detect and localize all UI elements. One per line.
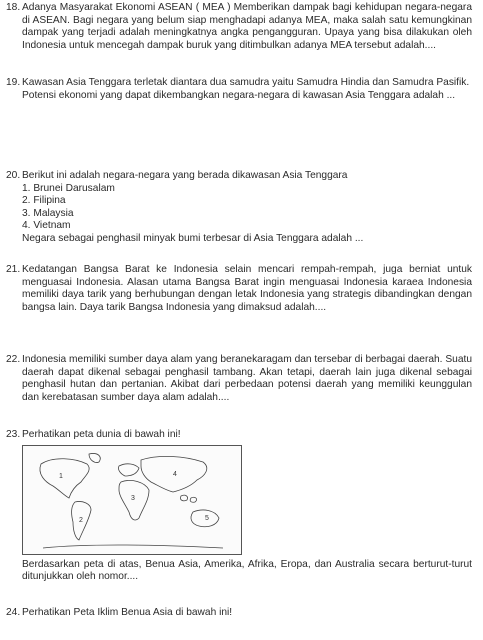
- list-item: 1. Brunei Darusalam: [22, 182, 115, 194]
- continent-outline: [40, 458, 89, 497]
- list-item: 2. Filipina: [22, 195, 66, 207]
- question-18: [6, 2, 472, 52]
- continent-outline: [89, 453, 100, 462]
- map-label: 1: [59, 472, 63, 480]
- question-number: 23.: [6, 429, 21, 440]
- list-item: 4. Vietnam: [22, 220, 71, 232]
- question-text: Indonesia memiliki sumber daya alam yang beranekaragam dan tersebar di berbagai daerah. Suatu daerah dapat dikenal sebagai penghasil tambang. Akan tetapi, daerah lain juga dikenal sebagai penghasil hutan dan pertanian. Akibat dari perbedaan potensi daerah yang memiliki keunggulan dan kerebatasan sumber daya alam adalah....: [22, 354, 472, 403]
- question-number: 22.: [6, 354, 21, 365]
- country-list: [22, 183, 472, 233]
- world-map: [22, 445, 242, 555]
- map-label: 3: [131, 494, 135, 502]
- map-label: 5: [205, 514, 209, 522]
- question-intro: Berikut ini adalah negara-negara yang berada dikawasan Asia Tenggara: [22, 170, 348, 181]
- question-context: Kawasan Asia Tenggara terletak diantara dua samudra yaitu Samudra Hindia dan Samudra Pasifik.: [22, 77, 470, 88]
- question-text: Kedatangan Bangsa Barat ke Indonesia selain mencari rempah-rempah, juga berniat untuk menguasai Indonesia. Alasan utama Bangsa Barat ingin menguasai Indonesia karaea Indonesia memiliki daya tarik yang berhubungan dengan letak Indonesia yang strategis dibandingkan dengan bangsa lain. Daya tarik Bangsa Indonesia yang dimaksud adalah....: [22, 264, 472, 313]
- continent-outline: [118, 463, 139, 475]
- map-label: 4: [173, 470, 177, 478]
- question-22: [6, 354, 472, 404]
- question-intro: Perhatikan Peta Iklim Benua Asia di bawah ini!: [22, 607, 233, 618]
- question-number: 24.: [6, 607, 21, 618]
- question-text: Berdasarkan peta di atas, Benua Asia, Amerika, Afrika, Eropa, dan Australia secara berturut-turut ditunjukkan oleh nomor....: [22, 558, 472, 583]
- continent-outline: [180, 495, 187, 501]
- question-number: 19.: [6, 77, 21, 88]
- question-text: Potensi ekonomi yang dapat dikembangkan negara-negara di kawasan Asia Tenggara adalah ...: [22, 89, 456, 101]
- question-21: [6, 264, 472, 314]
- question-23: [6, 429, 472, 584]
- question-24: [6, 607, 472, 620]
- question-number: 20.: [6, 170, 21, 181]
- continent-outline: [43, 545, 223, 548]
- question-20: [6, 170, 472, 246]
- question-intro: Perhatikan peta dunia di bawah ini!: [22, 429, 181, 440]
- world-map-drawing: [23, 446, 241, 554]
- question-19: [6, 77, 472, 102]
- question-number: 18.: [6, 2, 21, 13]
- continent-outline: [190, 497, 196, 502]
- question-text: Negara sebagai penghasil minyak bumi terbesar di Asia Tenggara adalah ...: [22, 232, 364, 244]
- map-label: 2: [79, 516, 83, 524]
- list-item: 3. Malaysia: [22, 207, 74, 219]
- question-number: 21.: [6, 264, 21, 275]
- question-text: Adanya Masyarakat Ekonomi ASEAN ( MEA ) Memberikan dampak bagi kehidupan negara-negara di ASEAN. Bagi negara yang belum siap menghadapi adanya MEA, maka salah satu kemungkinan dampak yang terjadi adalah meningkatnya angka pengangguran. Upaya yang bisa dilakukan oleh Indonesia untuk mencegah dampak buruk yang ditimbulkan adanya MEA tersebut adalah....: [22, 2, 472, 51]
